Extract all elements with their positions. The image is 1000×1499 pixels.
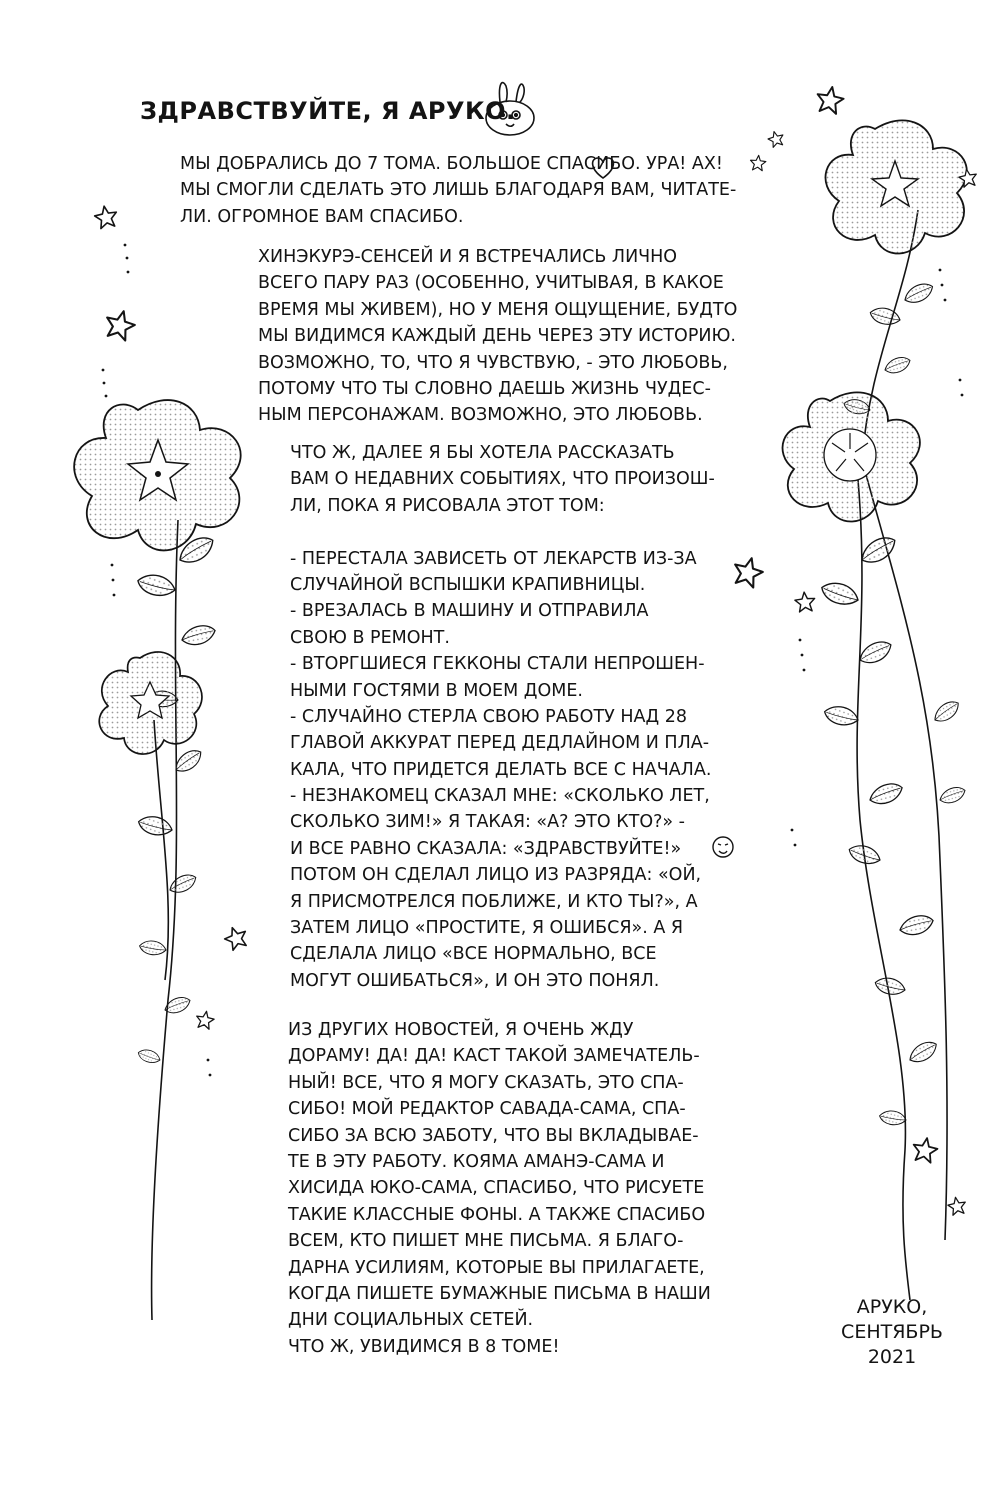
signature-name: АРУКО,: [856, 1296, 928, 1318]
text-line: ЧТО Ж, УВИДИМСЯ В 8 ТОМЕ!: [288, 1336, 560, 1357]
text-line: ЛИ. ОГРОМНОЕ ВАМ СПАСИБО.: [180, 206, 464, 227]
text-line: СИБО ЗА ВСЮ ЗАБОТУ, ЧТО ВЫ ВКЛАДЫВАЕ-: [288, 1125, 699, 1146]
text-line: И ВСЕ РАВНО СКАЗАЛА: «ЗДРАВСТВУЙТЕ!»: [290, 838, 682, 859]
text-line: - НЕЗНАКОМЕЦ СКАЗАЛ МНЕ: «СКОЛЬКО ЛЕТ,: [290, 786, 710, 807]
right-flower-stem: [857, 210, 947, 1300]
left-stars: [93, 204, 250, 1030]
blank-line: [290, 519, 715, 545]
text-line: ПОТОМ ОН СДЕЛАЛ ЛИЦО ИЗ РАЗРЯДА: «ОЙ,: [290, 865, 702, 886]
signature-month: СЕНТЯБРЬ: [841, 1321, 943, 1343]
text-line: - ВТОРГШИЕСЯ ГЕККОНЫ СТАЛИ НЕПРОШЕН-: [290, 654, 705, 675]
text-line: - ПЕРЕСТАЛА ЗАВИСЕТЬ ОТ ЛЕКАРСТВ ИЗ-ЗА: [290, 548, 697, 569]
text-line: НЫЙ! ВСЕ, ЧТО Я МОГУ СКАЗАТЬ, ЭТО СПА-: [288, 1072, 684, 1093]
text-line: - ВРЕЗАЛАСЬ В МАШИНУ И ОТПРАВИЛА: [290, 601, 649, 622]
text-line: СВОЮ В РЕМОНТ.: [290, 627, 450, 648]
text-line: НЫМ ПЕРСОНАЖАМ. ВОЗМОЖНО, ЭТО ЛЮБОВЬ.: [258, 405, 703, 426]
text-line: ВОЗМОЖНО, ТО, ЧТО Я ЧУВСТВУЮ, - ЭТО ЛЮБОВЬ,: [258, 352, 728, 373]
text-line: Я ПРИСМОТРЕЛСЯ ПОБЛИЖЕ, И КТО ТЫ?», А: [290, 891, 698, 912]
text-line: ПОТОМУ ЧТО ТЫ СЛОВНО ДАЕШЬ ЖИЗНЬ ЧУДЕС-: [258, 378, 711, 399]
text-line: ВСЕГО ПАРУ РАЗ (ОСОБЕННО, УЧИТЫВАЯ, В КАКОЕ: [258, 273, 724, 294]
text-line: МЫ ВИДИМСЯ КАЖДЫЙ ДЕНЬ ЧЕРЕЗ ЭТУ ИСТОРИЮ.: [258, 326, 736, 347]
text-line: КОГДА ПИШЕТЕ БУМАЖНЫЕ ПИСЬМА В НАШИ: [288, 1283, 711, 1304]
text-line: ДАРНА УСИЛИЯМ, КОТОРЫЕ ВЫ ПРИЛАГАЕТЕ,: [288, 1257, 705, 1278]
text-line: ВРЕМЯ МЫ ЖИВЕМ), НО У МЕНЯ ОЩУЩЕНИЕ, БУДТО: [258, 299, 738, 320]
text-line: ЧТО Ж, ДАЛЕЕ Я БЫ ХОТЕЛА РАССКАЗАТЬ: [290, 443, 675, 463]
text-line: ВСЕМ, КТО ПИШЕТ МНЕ ПИСЬМА. Я БЛАГО-: [288, 1231, 684, 1252]
text-line: - СЛУЧАЙНО СТЕРЛА СВОЮ РАБОТУ НАД 28: [290, 706, 687, 727]
text-line: ДОРАМУ! ДА! ДА! КАСТ ТАКОЙ ЗАМЕЧАТЕЛЬ-: [288, 1046, 700, 1067]
text-line: ТАКИЕ КЛАССНЫЕ ФОНЫ. А ТАКЖЕ СПАСИБО: [288, 1204, 706, 1225]
text-line: МЫ ДОБРАЛИСЬ ДО 7 ТОМА. БОЛЬШОЕ СПАСИБО. УРА! АХ!: [180, 154, 723, 174]
text-line: СКОЛЬКО ЗИМ!» Я ТАКАЯ: «А? ЭТО КТО?» -: [290, 812, 685, 833]
text-line: МОГУТ ОШИБАТЬСЯ», И ОН ЭТО ПОНЯЛ.: [290, 970, 660, 991]
text-line: ЛИ, ПОКА Я РИСОВАЛА ЭТОТ ТОМ:: [290, 495, 605, 516]
text-line: ХИНЭКУРЭ-СЕНСЕЙ И Я ВСТРЕЧАЛИСЬ ЛИЧНО: [258, 247, 678, 267]
paragraph-thanks: [288, 1017, 711, 1360]
left-small-flower: [99, 652, 202, 754]
text-line: ХИСИДА ЮКО-САМА, СПАСИБО, ЧТО РИСУЕТЕ: [288, 1178, 705, 1199]
page-title: ЗДРАВСТВУЙТЕ, Я АРУКО.: [140, 97, 516, 125]
text-line: ТЕ В ЭТУ РАБОТУ. КОЯМА АМАНЭ-САМА И: [288, 1151, 665, 1172]
intro-paragraph: [180, 151, 736, 230]
text-line: ГЛАВОЙ АККУРАТ ПЕРЕД ДЕДЛАЙНОМ И ПЛА-: [290, 733, 710, 754]
text-line: СЛУЧАЙНОЙ ВСПЫШКИ КРАПИВНИЦЫ.: [290, 574, 646, 595]
left-flower-stems: [152, 520, 178, 1320]
right-top-flower: [825, 120, 966, 253]
paragraph-recent-events: [290, 440, 715, 994]
text-line: СИБО! МОЙ РЕДАКТОР САВАДА-САМА, СПА-: [288, 1099, 686, 1120]
text-line: ВАМ О НЕДАВНИХ СОБЫТИЯХ, ЧТО ПРОИЗОШ-: [290, 469, 715, 490]
paragraph-author-meeting: [258, 244, 737, 429]
signature-year: 2021: [867, 1346, 917, 1368]
signature: [822, 1295, 962, 1370]
text-line: ИЗ ДРУГИХ НОВОСТЕЙ, Я ОЧЕНЬ ЖДУ: [288, 1020, 634, 1040]
right-stars: [731, 85, 978, 1216]
text-line: КАЛА, ЧТО ПРИДЕТСЯ ДЕЛАТЬ ВСЕ С НАЧАЛА.: [290, 759, 712, 780]
text-line: СДЕЛАЛА ЛИЦО «ВСЕ НОРМАЛЬНО, ВСЕ: [290, 944, 657, 965]
left-large-flower: [74, 400, 241, 550]
text-line: МЫ СМОГЛИ СДЕЛАТЬ ЭТО ЛИШЬ БЛАГОДАРЯ ВАМ, ЧИТАТЕ-: [180, 180, 737, 201]
text-line: ДНИ СОЦИАЛЬНЫХ СЕТЕЙ.: [288, 1310, 534, 1331]
smiley-face-icon: [713, 837, 733, 857]
text-line: НЫМИ ГОСТЯМИ В МОЕМ ДОМЕ.: [290, 680, 583, 701]
right-mid-flower: [783, 392, 920, 521]
text-line: ЗАТЕМ ЛИЦО «ПРОСТИТЕ, Я ОШИБСЯ». А Я: [290, 918, 684, 939]
